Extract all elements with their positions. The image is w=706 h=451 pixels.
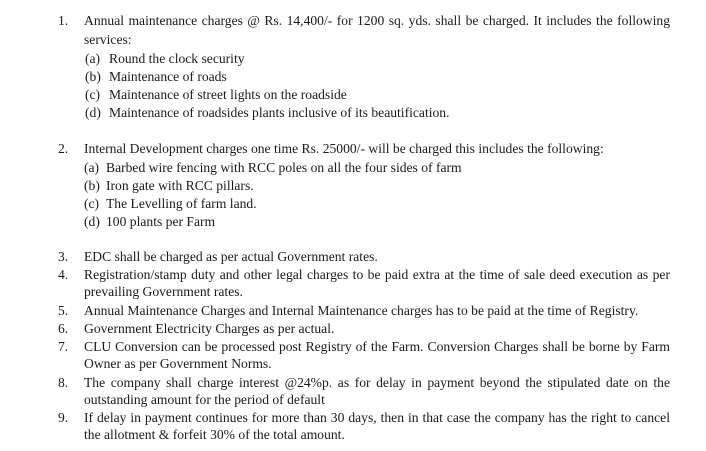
subitem-label: (b) — [85, 69, 101, 84]
clause-text-line: The company shall charge interest @24%p. as for delay in payment beyond the stipulated date on the — [84, 375, 670, 390]
subitem-text: The Levelling of farm land. — [106, 196, 257, 211]
clause-text-line: outstanding amount for the period of default — [84, 392, 325, 407]
subitem-label: (c) — [85, 87, 101, 102]
clause-text-line: Annual maintenance charges @ Rs. 14,400/- for 1200 sq. yds. shall be charged. It includes the following — [84, 13, 670, 28]
subitem-text: Maintenance of roads — [109, 69, 227, 84]
clause-text-line: CLU Conversion can be processed post Registry of the Farm. Conversion Charges shall be borne by Farm — [84, 339, 670, 354]
clause-text-line: EDC shall be charged as per actual Government rates. — [84, 249, 378, 264]
subitem-label: (a) — [85, 51, 101, 66]
clause-text-line: Owner as per Government Norms. — [84, 356, 272, 371]
clause-text-line: services: — [84, 32, 132, 47]
subitem-text: Round the clock security — [109, 51, 245, 66]
clause-number: 1. — [58, 13, 69, 28]
clause-text-line: Annual Maintenance Charges and Internal Maintenance charges has to be paid at the time of Registry. — [84, 303, 639, 318]
clause-number: 8. — [58, 375, 69, 390]
subitem-label: (a) — [84, 160, 100, 175]
clause-text-line: Registration/stamp duty and other legal charges to be paid extra at the time of sale deed execution as per — [84, 267, 670, 282]
clause-number: 9. — [58, 410, 69, 425]
subitem-label: (d) — [85, 105, 101, 120]
clause-text-line: If delay in payment continues for more than 30 days, then in that case the company has the right to cancel — [84, 410, 670, 425]
subitem-label: (d) — [84, 214, 100, 229]
subitem-text: Iron gate with RCC pillars. — [106, 178, 254, 193]
subitem-label: (c) — [84, 196, 100, 211]
clause-text-line: Government Electricity Charges as per actual. — [84, 321, 335, 336]
clause-number: 3. — [58, 249, 69, 264]
subitem-text: Barbed wire fencing with RCC poles on all the four sides of farm — [106, 160, 462, 175]
clause-number: 7. — [58, 339, 69, 354]
clause-text-line: the allotment & forfeit 30% of the total amount. — [84, 427, 345, 442]
clause-text-line: prevailing Government rates. — [84, 284, 243, 299]
clause-number: 4. — [58, 267, 69, 282]
clause-text-line: Internal Development charges one time Rs. 25000/- will be charged this includes the following: — [84, 141, 604, 156]
subitem-text: Maintenance of roadsides plants inclusive of its beautification. — [109, 105, 450, 120]
subitem-label: (b) — [84, 178, 100, 193]
clause-number: 6. — [58, 321, 69, 336]
clause-number: 2. — [58, 141, 69, 156]
clause-number: 5. — [58, 303, 69, 318]
subitem-text: 100 plants per Farm — [106, 214, 216, 229]
subitem-text: Maintenance of street lights on the roadside — [109, 87, 347, 102]
